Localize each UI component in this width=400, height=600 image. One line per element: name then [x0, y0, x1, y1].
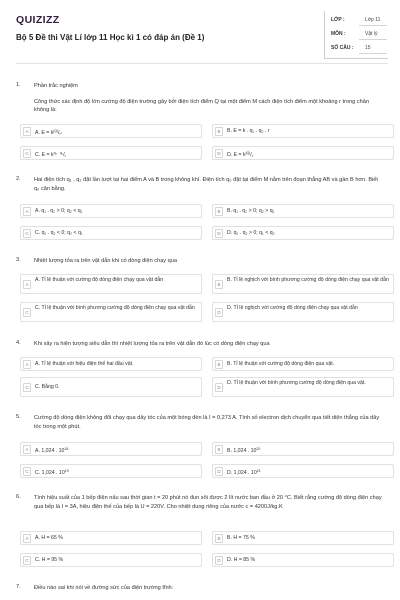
answer-option-c[interactable]: C C. H = 95 %: [20, 553, 202, 567]
quizizz-logo: QUIZIZZ: [16, 14, 60, 26]
answer-option-b[interactable]: B B. Tỉ lệ nghịch với bình phương cường độ dòng điện chạy qua vật dẫn: [212, 274, 394, 294]
answer-option-d[interactable]: D D. 1,024 . $10^{21}$: [212, 464, 394, 478]
question-1: 1. Phần trắc nghiệm Công thức xác định độ lớn cường độ điện trường gây bởi điện tích điểm Q tại một điểm M cách điện tích điểm một khoảng r trong chân không là: A A. $E = k^{|Q|}/_{r^2}$ B B. E = k . q₁ . q₂ . r C C. $E = k^{q_1 . q_2}/_r$ D D. $E = k^{|Q|}/_r$: [16, 82, 388, 162]
answer-option-a[interactable]: A A. 1,024 . $10^{18}$: [20, 442, 202, 456]
question-text: Tính hiệu suất của 1 bếp điện nấu sau thời gian t = 20 phút nó đun sôi được 2 lít nước ban đầu ở 20 °C. Biết rằng cường độ dòng điện chạy qua bếp là I = 3A, hiệu điện thế của bếp là U = 220V. Cho nhiệt dung riêng của nước c = 4200J/kg.K: [34, 495, 382, 510]
meta-grade: LỚP : Lớp 11: [331, 17, 381, 23]
answer-option-c[interactable]: C C. Bằng 0.: [20, 377, 202, 397]
answer-option-a[interactable]: A A. H = 65 %: [20, 531, 202, 545]
answer-option-a[interactable]: A A. Tỉ lệ thuận với cường độ dòng điện chạy qua vật dẫn: [20, 274, 202, 294]
answer-option-a[interactable]: A A. Tỉ lệ thuận với hiệu điện thế hai đầu vật.: [20, 357, 202, 371]
answer-option-a[interactable]: A A. $E = k^{|Q|}/_{r^2}$: [20, 124, 202, 138]
question-3: 3. Nhiệt lượng tỏa ra trên vật dẫn khi có dòng điện chạy qua A A. Tỉ lệ thuận với cường độ dòng điện chạy qua vật dẫn B B. Tỉ lệ nghịch với bình phương cường độ dòng điện chạy qua vật dẫn C C. Tỉ lệ thuận với bình phương cường độ dòng điện chạy qua vật dẫn D D. Tỉ lệ nghịch với cường độ dòng điện chạy qua vật dẫn: [16, 257, 388, 327]
header-divider: [16, 63, 388, 64]
answer-option-b[interactable]: B B. H = 75 %: [212, 531, 394, 545]
answer-option-c[interactable]: C C. 1,024 . $10^{19}$: [20, 464, 202, 478]
answer-option-b[interactable]: B B. q₁ . q₂ > 0; q₂ > q₁: [212, 204, 394, 218]
answer-option-b[interactable]: B B. E = k . q₁ . q₂ . r: [212, 124, 394, 138]
meta-subject: MÔN : Vật lý: [331, 31, 378, 37]
question-text: Khi xảy ra hiện tượng siêu dẫn thì nhiệt lượng tỏa ra trên vật dẫn đó lúc có dòng điện chạy qua: [34, 341, 270, 347]
answer-option-d[interactable]: D D. Tỉ lệ nghịch với cường độ dòng điện chạy qua vật dẫn: [212, 302, 394, 322]
question-2: 2. Hai điện tích q₁ , q₂ đặt lần lượt tại hai điểm A và B trong không khí. Điện tích q₀ đặt tại điểm M nằm trên đoạn thẳng AB và gần B hơn. Biết q₀ cân bằng. A A. q₁ . q₂ > 0; q₂ < q₁ B B. q₁ . q₂ > 0; q₂ > q₁ C C. q₁ . q₂ < 0; q₂ < q₁ D D. q₁ . q₂ > 0; q₁ < q₂: [16, 176, 388, 240]
answer-option-c[interactable]: C C. Tỉ lệ thuận với bình phương cường độ dòng điện chạy qua vật dẫn: [20, 302, 202, 322]
question-7: 7. Điều nào sai khi nói về đường sức của điện trường tĩnh:: [16, 584, 388, 596]
document-title: Bộ 5 Đề thi Vật Lí lớp 11 Học kì 1 có đáp án (Đề 1): [16, 33, 205, 42]
question-text: Hai điện tích q₁ , q₂ đặt lần lượt tại hai điểm A và B trong không khí. Điện tích q₀ đặt tại điểm M nằm trên đoạn thẳng AB và gần B hơn. Biết q₀ cân bằng.: [34, 177, 378, 192]
answer-option-d[interactable]: D D. H = 85 %: [212, 553, 394, 567]
question-text: Cường độ dòng điện không đổi chạy qua dây tóc của một bóng đèn là I = 0,273 A. Tính số electron dịch chuyển qua tiết diện thẳng của dây tóc trong một phút.: [34, 415, 380, 430]
question-text: Phần trắc nghiệm Công thức xác định độ lớn cường độ điện trường gây bởi điện tích điểm Q tại một điểm M cách điện tích điểm một khoảng r trong chân không là:: [34, 83, 369, 113]
question-5: 5. Cường độ dòng điện không đổi chạy qua dây tóc của một bóng đèn là I = 0,273 A. Tính số electron dịch chuyển qua tiết diện thẳng của dây tóc trong một phút. A A. 1,024 . $10^{18}$ B B. 1,024 . $10^{20}$ C C. 1,024 . $10^{19}$ D D. 1,024 . $10^{21}$: [16, 414, 388, 484]
meta-panel: [324, 11, 388, 59]
answer-option-b[interactable]: B B. Tỉ lệ thuận với cường độ dòng điện qua vật.: [212, 357, 394, 371]
question-6: 6. Tính hiệu suất của 1 bếp điện nấu sau thời gian t = 20 phút nó đun sôi được 2 lít nước ban đầu ở 20 °C. Biết rằng cường độ dòng điện chạy qua bếp là I = 3A, hiệu điện thế của bếp là U = 220V. Cho nhiệt dung riêng của nước c = 4200J/kg.K A A. H = 65 % B B. H = 75 % C C. H = 95 % D D. H = 85 %: [16, 494, 388, 570]
answer-option-b[interactable]: B B. 1,024 . $10^{20}$: [212, 442, 394, 456]
answer-option-a[interactable]: A A. q₁ . q₂ > 0; q₂ < q₁: [20, 204, 202, 218]
answer-option-d[interactable]: D D. Tỉ lệ thuận với bình phương cường độ dòng điện qua vật.: [212, 377, 394, 397]
question-text: Điều nào sai khi nói về đường sức của điện trường tĩnh:: [34, 585, 174, 591]
question-text: Nhiệt lượng tỏa ra trên vật dẫn khi có dòng điện chạy qua: [34, 258, 177, 264]
answer-option-c[interactable]: C C. $E = k^{q_1 . q_2}/_r$: [20, 146, 202, 160]
answer-option-d[interactable]: D D. q₁ . q₂ > 0; q₁ < q₂: [212, 226, 394, 240]
answer-option-d[interactable]: D D. $E = k^{|Q|}/_r$: [212, 146, 394, 160]
question-4: 4. Khi xảy ra hiện tượng siêu dẫn thì nhiệt lượng tỏa ra trên vật dẫn đó lúc có dòng điện chạy qua A A. Tỉ lệ thuận với hiệu điện thế hai đầu vật. B B. Tỉ lệ thuận với cường độ dòng điện qua vật. C C. Bằng 0. D D. Tỉ lệ thuận với bình phương cường độ dòng điện qua vật.: [16, 340, 388, 404]
answer-option-c[interactable]: C C. q₁ . q₂ < 0; q₂ < q₁: [20, 226, 202, 240]
meta-question-count: SỐ CÂU : 15: [331, 45, 371, 51]
